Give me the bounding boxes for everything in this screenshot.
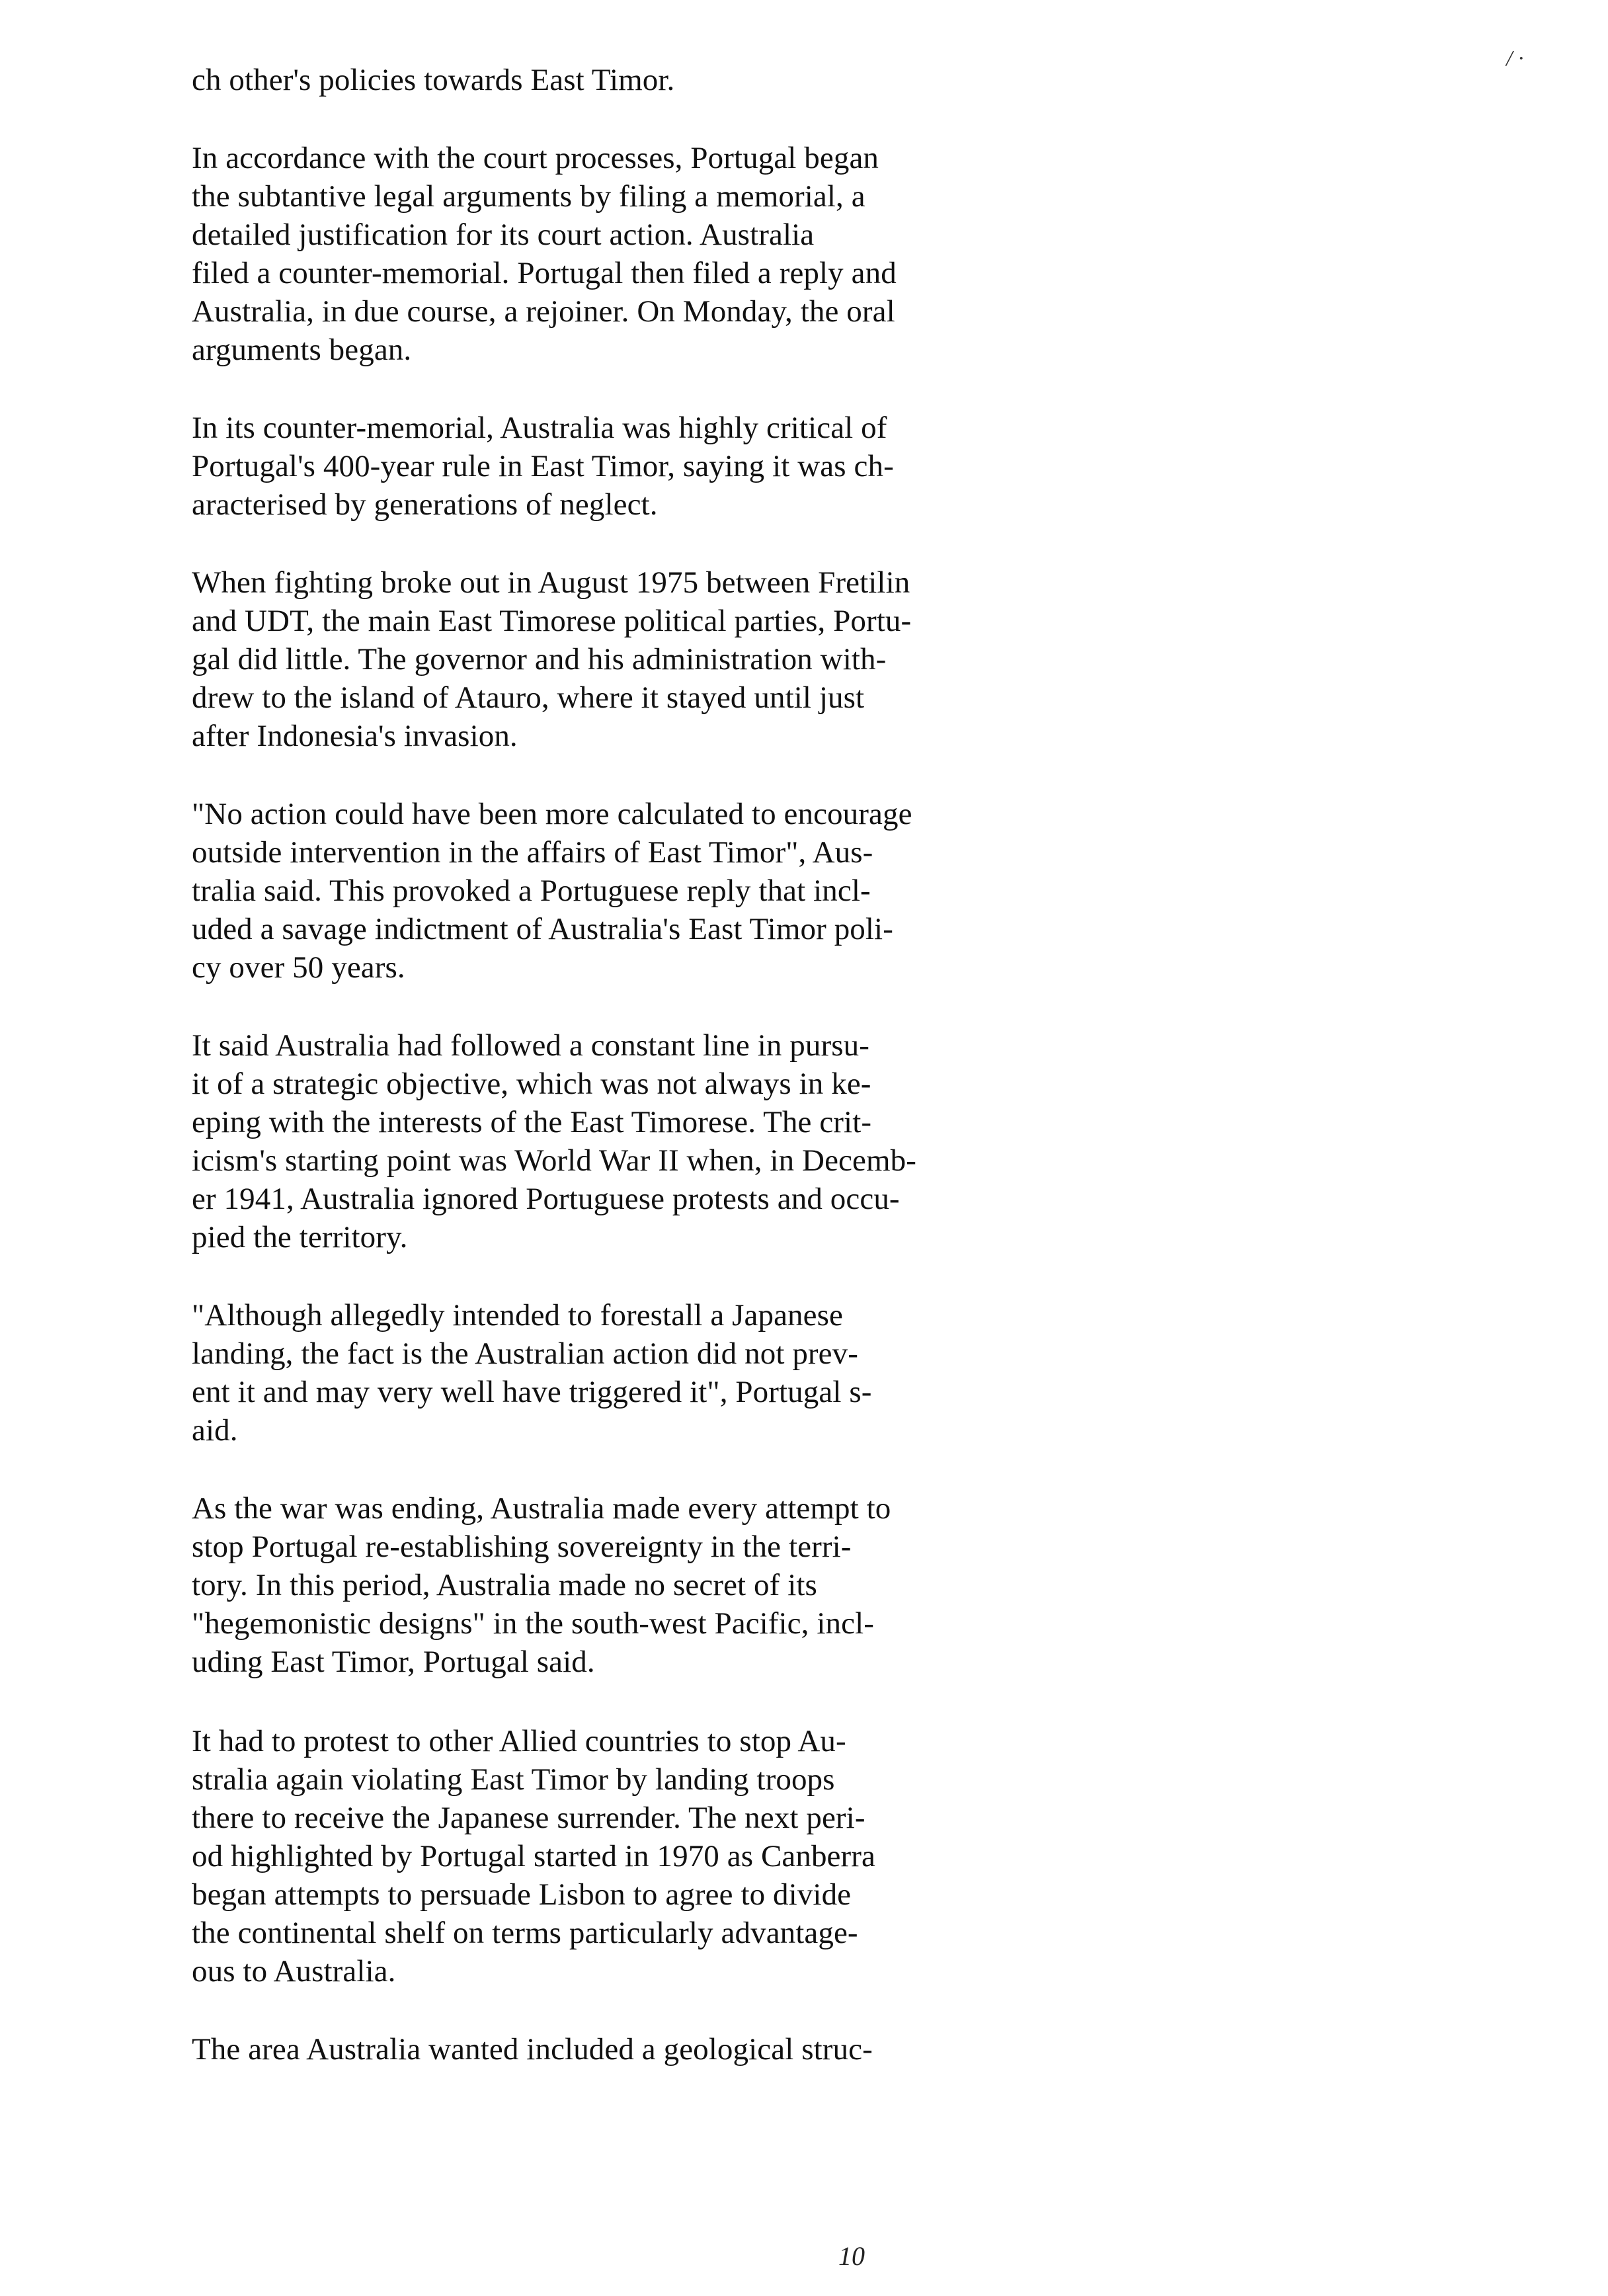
text-line: it of a strategic objective, which was not always in ke- <box>192 1067 871 1101</box>
paragraph-10 <box>192 2030 873 2069</box>
paragraph-2 <box>192 139 897 369</box>
text-line: The area Australia wanted included a geological struc- <box>192 2032 873 2067</box>
text-line: ch other's policies towards East Timor. <box>192 63 675 97</box>
text-line: there to receive the Japanese surrender. The next peri- <box>192 1801 865 1835</box>
text-line: tralia said. This provoked a Portuguese reply that incl- <box>192 874 871 908</box>
text-line: after Indonesia's invasion. <box>192 719 518 753</box>
text-line: As the war was ending, Australia made every attempt to <box>192 1491 891 1526</box>
text-line: pied the territory. <box>192 1220 408 1254</box>
text-line: Australia, in due course, a rejoiner. On Monday, the oral <box>192 294 895 329</box>
paragraph-4 <box>192 563 911 755</box>
paragraph-7 <box>192 1296 871 1450</box>
text-line: "hegemonistic designs" in the south-west Pacific, incl- <box>192 1606 874 1641</box>
text-line: Portugal's 400-year rule in East Timor, saying it was ch- <box>192 449 894 483</box>
text-line: uded a savage indictment of Australia's East Timor poli- <box>192 912 893 946</box>
paragraph-1 <box>192 61 674 99</box>
text-line: drew to the island of Atauro, where it stayed until just <box>192 680 865 715</box>
text-line: ent it and may very well have triggered it", Portugal s- <box>192 1375 872 1409</box>
paragraph-6 <box>192 1026 916 1256</box>
text-line: aracterised by generations of neglect. <box>192 487 658 522</box>
text-line: outside intervention in the affairs of East Timor", Aus- <box>192 835 873 870</box>
text-line: When fighting broke out in August 1975 between Fretilin <box>192 565 910 600</box>
text-line: er 1941, Australia ignored Portuguese protests and occu- <box>192 1182 900 1216</box>
text-line: detailed justification for its court action. Australia <box>192 218 815 252</box>
text-line: stralia again violating East Timor by landing troops <box>192 1762 835 1797</box>
text-line: filed a counter-memorial. Portugal then filed a reply and <box>192 256 897 290</box>
text-line: and UDT, the main East Timorese political parties, Portu- <box>192 604 912 638</box>
text-line: the continental shelf on terms particularly advantage- <box>192 1916 858 1950</box>
text-line: In its counter-memorial, Australia was highly critical of <box>192 411 887 445</box>
text-line: In accordance with the court processes, Portugal began <box>192 141 879 175</box>
text-line: ous to Australia. <box>192 1954 396 1988</box>
paragraph-9 <box>192 1722 875 1990</box>
paragraph-5 <box>192 795 912 987</box>
corner-marks: / · <box>1506 46 1524 71</box>
text-line: stop Portugal re-establishing sovereignty in the terri- <box>192 1530 852 1564</box>
text-line: "Although allegedly intended to forestall a Japanese <box>192 1298 843 1332</box>
text-line: tory. In this period, Australia made no secret of its <box>192 1568 817 1602</box>
text-line: landing, the fact is the Australian action did not prev- <box>192 1336 858 1371</box>
paragraph-8 <box>192 1489 891 1681</box>
text-line: od highlighted by Portugal started in 1970 as Canberra <box>192 1839 875 1873</box>
text-line: cy over 50 years. <box>192 950 405 985</box>
text-line: It said Australia had followed a constant line in pursu- <box>192 1028 870 1063</box>
paragraph-3 <box>192 409 894 524</box>
text-line: "No action could have been more calculated to encourage <box>192 797 912 831</box>
text-line: It had to protest to other Allied countries to stop Au- <box>192 1724 846 1758</box>
text-line: eping with the interests of the East Timorese. The crit- <box>192 1105 872 1139</box>
text-line: arguments began. <box>192 333 412 367</box>
text-line: gal did little. The governor and his administration with- <box>192 642 887 676</box>
text-line: the subtantive legal arguments by filing a memorial, a <box>192 179 865 214</box>
text-line: aid. <box>192 1413 238 1448</box>
page-number: 10 <box>838 2241 865 2271</box>
text-line: uding East Timor, Portugal said. <box>192 1645 595 1679</box>
text-line: began attempts to persuade Lisbon to agree to divide <box>192 1877 852 1912</box>
text-line: icism's starting point was World War II when, in Decemb- <box>192 1143 916 1178</box>
